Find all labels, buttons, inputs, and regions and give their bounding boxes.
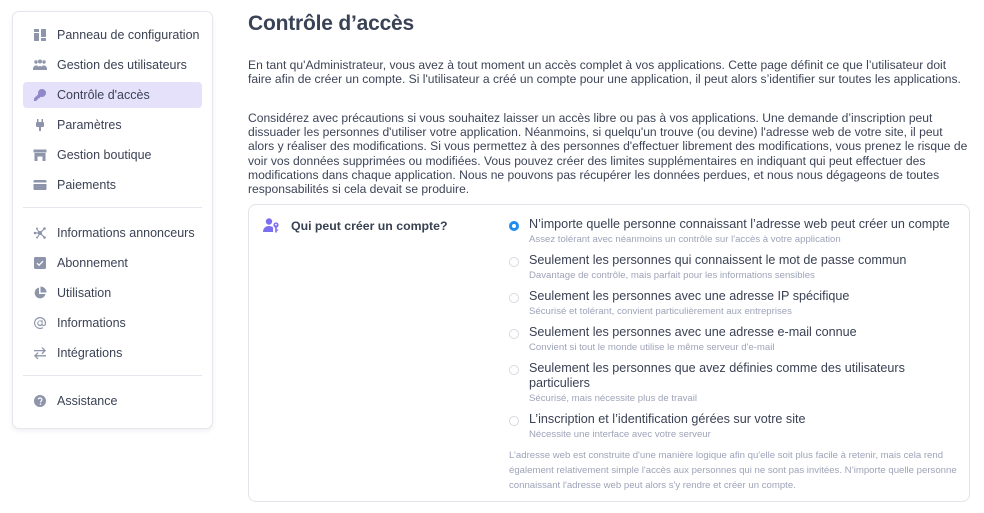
users-icon	[33, 58, 47, 72]
option-label: Seulement les personnes que avez définies comme des utilisateurs particuliers	[529, 361, 905, 390]
radio-button[interactable]	[509, 365, 519, 375]
option-description: Sécurisé, mais nécessite plus de travail	[529, 393, 697, 404]
sidebar-item-utilisation[interactable]	[23, 280, 202, 306]
option-specific-ip[interactable]	[509, 289, 959, 325]
card-title: Qui peut créer un compte?	[291, 218, 448, 233]
sidebar-item-controle-d-acces[interactable]	[23, 82, 202, 108]
option-label: Seulement les personnes avec une adresse e-mail connue	[529, 325, 857, 339]
sidebar-item-paiements[interactable]	[23, 172, 202, 198]
sidebar-item-label: Gestion des utilisateurs	[57, 58, 187, 72]
sidebar	[12, 11, 213, 429]
sidebar-item-gestion-boutique[interactable]	[23, 142, 202, 168]
key-icon	[33, 88, 47, 102]
sidebar-item-gestion-des-utilisateurs[interactable]	[23, 52, 202, 78]
sidebar-item-label: Paramètres	[57, 118, 122, 132]
option-label: Seulement les personnes qui connaissent le mot de passe commun	[529, 253, 907, 267]
radio-button[interactable]	[509, 329, 519, 339]
radio-button[interactable]	[509, 221, 519, 231]
sidebar-item-panneau-de-configuration[interactable]	[23, 22, 202, 48]
sidebar-item-label: Panneau de configuration	[57, 28, 200, 42]
sidebar-item-informations-annonceurs[interactable]	[23, 220, 202, 246]
intro-paragraph: En tant qu'Administrateur, vous avez à tout moment un accès complet à vos applications. Cette page définit ce que l’utilisateur doit faire afin de créer un compte. Si l'utilisateur a créé un compte pour une application, il peut alors s’identifier sur toutes les applications.	[248, 58, 961, 87]
user-key-icon	[263, 217, 280, 234]
option-description: Davantage de contrôle, mais parfait pour les informations sensibles	[529, 270, 815, 281]
option-footnote: L’adresse web est construite d'une manière logique afin qu'elle soit plus facile à retenir, mais cela rend également relativement simple l'accès aux personnes qui ne sont pas invitées. N’importe quelle personne connaissant l'adresse web peut alors s'y rendre et créer un compte.	[509, 450, 957, 491]
option-label: Seulement les personnes avec une adresse IP spécifique	[529, 289, 850, 303]
sidebar-item-abonnement[interactable]	[23, 250, 202, 276]
radio-button[interactable]	[509, 416, 519, 426]
radio-button[interactable]	[509, 293, 519, 303]
option-shared-password[interactable]	[509, 253, 959, 289]
sidebar-item-integrations[interactable]	[23, 340, 202, 366]
sidebar-item-parametres[interactable]	[23, 112, 202, 138]
option-anyone-with-url[interactable]	[509, 217, 959, 253]
sidebar-item-label: Assistance	[57, 394, 118, 408]
sidebar-item-label: Intégrations	[57, 346, 123, 360]
sidebar-item-assistance[interactable]	[23, 388, 202, 414]
radio-button[interactable]	[509, 257, 519, 267]
sidebar-item-label: Informations	[57, 316, 126, 330]
sidebar-divider	[23, 375, 202, 376]
sidebar-item-label: Paiements	[57, 178, 117, 192]
dashboard-icon	[33, 28, 47, 42]
sidebar-item-label: Informations annonceurs	[57, 226, 195, 240]
sidebar-divider	[23, 207, 202, 208]
option-description: Convient si tout le monde utilise le même serveur d'e-mail	[529, 342, 775, 353]
card-header	[263, 217, 447, 234]
checkbox-icon	[33, 256, 47, 270]
sidebar-item-label: Abonnement	[57, 256, 128, 270]
account-creation-options	[509, 217, 959, 448]
sidebar-item-informations[interactable]	[23, 310, 202, 336]
at-icon	[33, 316, 47, 330]
option-label: N’importe quelle personne connaissant l’adresse web peut créer un compte	[529, 217, 950, 231]
account-creation-card	[248, 204, 970, 502]
warning-paragraph: Considérez avec précautions si vous souhaitez laisser un accès libre ou pas à vos applications. Une demande d’inscription peut dissuader les personnes d'utiliser votre application. Néanmoins, si quelqu'un trouve (ou devine) l'adresse web de votre site, il peut alors y réaliser des modifications. Si vous permettez à des personnes d'effectuer librement des modifications, vous prenez le risque de voir vos données supprimées ou modifiées. Vous pouvez créer des limites supplémentaires en indiquant qui peut effectuer des modifications dans chaque application. Nous ne pouvons pas récupérer les données perdues, et nous nous dégageons de toutes responsabilités si cela devait se produire.	[248, 111, 968, 197]
option-description: Assez tolérant avec néanmoins un contrôle sur l'accès à votre application	[529, 234, 841, 245]
store-icon	[33, 148, 47, 162]
sidebar-item-label: Contrôle d'accès	[57, 88, 150, 102]
sidebar-item-label: Utilisation	[57, 286, 112, 300]
option-site-managed[interactable]	[509, 412, 959, 448]
option-known-email[interactable]	[509, 325, 959, 361]
option-description: Nécessite une interface avec votre serveur	[529, 429, 711, 440]
page-title: Contrôle d’accès	[248, 12, 415, 35]
option-description: Sécurisé et tolérant, convient particulièrement aux entreprises	[529, 306, 792, 317]
option-label: L’inscription et l’identification gérées sur votre site	[529, 412, 806, 426]
arrows-exchange-icon	[33, 346, 47, 360]
help-icon	[33, 394, 47, 408]
credit-card-icon	[33, 178, 47, 192]
option-defined-users[interactable]	[509, 361, 959, 412]
sidebar-item-label: Gestion boutique	[57, 148, 152, 162]
plug-icon	[33, 118, 47, 132]
pie-chart-icon	[33, 286, 47, 300]
network-icon	[33, 226, 47, 240]
